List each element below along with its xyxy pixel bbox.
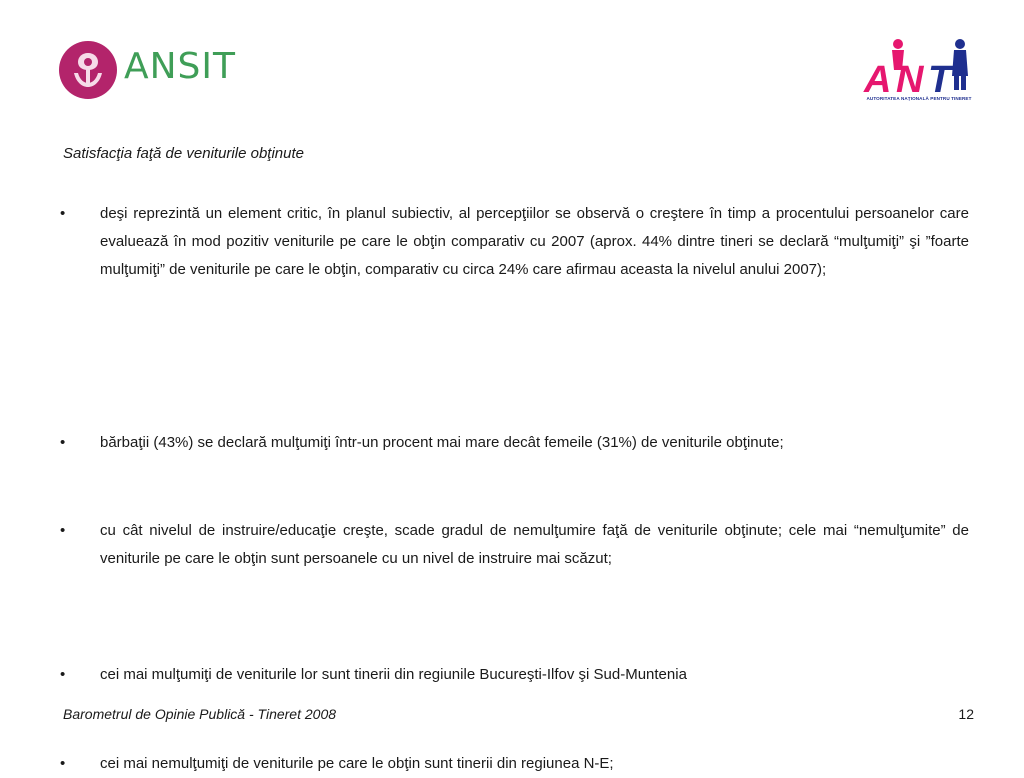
bullet-icon: • xyxy=(60,205,66,222)
footer-title: Barometrul de Opinie Publică - Tineret 2008 xyxy=(63,706,337,722)
bullet-icon: • xyxy=(60,434,66,451)
bullet-text: cei mai nemulţumiţi de veniturile pe care le obţin sunt tinerii din regiunea N-E; xyxy=(100,755,614,772)
bullet-text: bărbaţii (43%) se declară mulţumiţi într-un procent mai mare decât femeile (31%) de veniturile obţinute; xyxy=(100,434,784,451)
bullet-icon: • xyxy=(60,666,66,683)
svg-text:N: N xyxy=(896,59,924,98)
ant-logo xyxy=(858,36,978,108)
list-item xyxy=(60,200,969,284)
list-item xyxy=(60,661,969,689)
page-number: 12 xyxy=(958,706,974,722)
section-title: Satisfacţia faţă de veniturile obţinute xyxy=(63,145,304,162)
ansit-logo-icon xyxy=(58,40,118,100)
list-item xyxy=(60,429,969,457)
ansit-logo-text: ANSIT xyxy=(124,46,237,87)
bullet-text: deşi reprezintă un element critic, în planul subiectiv, al percepţiilor se observă o creştere în timp a procentului persoanelor care evaluează în mod pozitiv veniturile pe care le obţin comparativ cu 2007 (aprox. 44% dintre tineri se declară “mulţumiţi” şi ”foarte mulţumiţi” de veniturile pe care le obţin, comparativ cu circa 24% care afirmau aceasta la nivelul anului 2007); xyxy=(100,205,969,278)
svg-text:A: A xyxy=(864,59,892,98)
ansit-logo xyxy=(58,40,237,100)
bullet-icon: • xyxy=(60,522,66,539)
list-item xyxy=(60,750,969,778)
ant-logo-tagline: AUTORITATEA NAȚIONALĂ PENTRU TINERET xyxy=(866,96,972,101)
bullet-text: cei mai mulţumiţi de veniturile lor sunt tinerii din regiunile Bucureşti-Ilfov şi Sud-Muntenia xyxy=(100,666,687,683)
ant-logo-icon xyxy=(858,36,978,98)
bullet-text: cu cât nivelul de instruire/educaţie creşte, scade gradul de nemulţumire faţă de veniturile obţinute; cele mai “nemulţumite” de veniturile pe care le obţin sunt persoanele cu un nivel de instruire mai scăzut; xyxy=(100,522,969,567)
bullet-icon: • xyxy=(60,755,66,772)
svg-text:T: T xyxy=(928,59,952,98)
list-item xyxy=(60,517,969,573)
